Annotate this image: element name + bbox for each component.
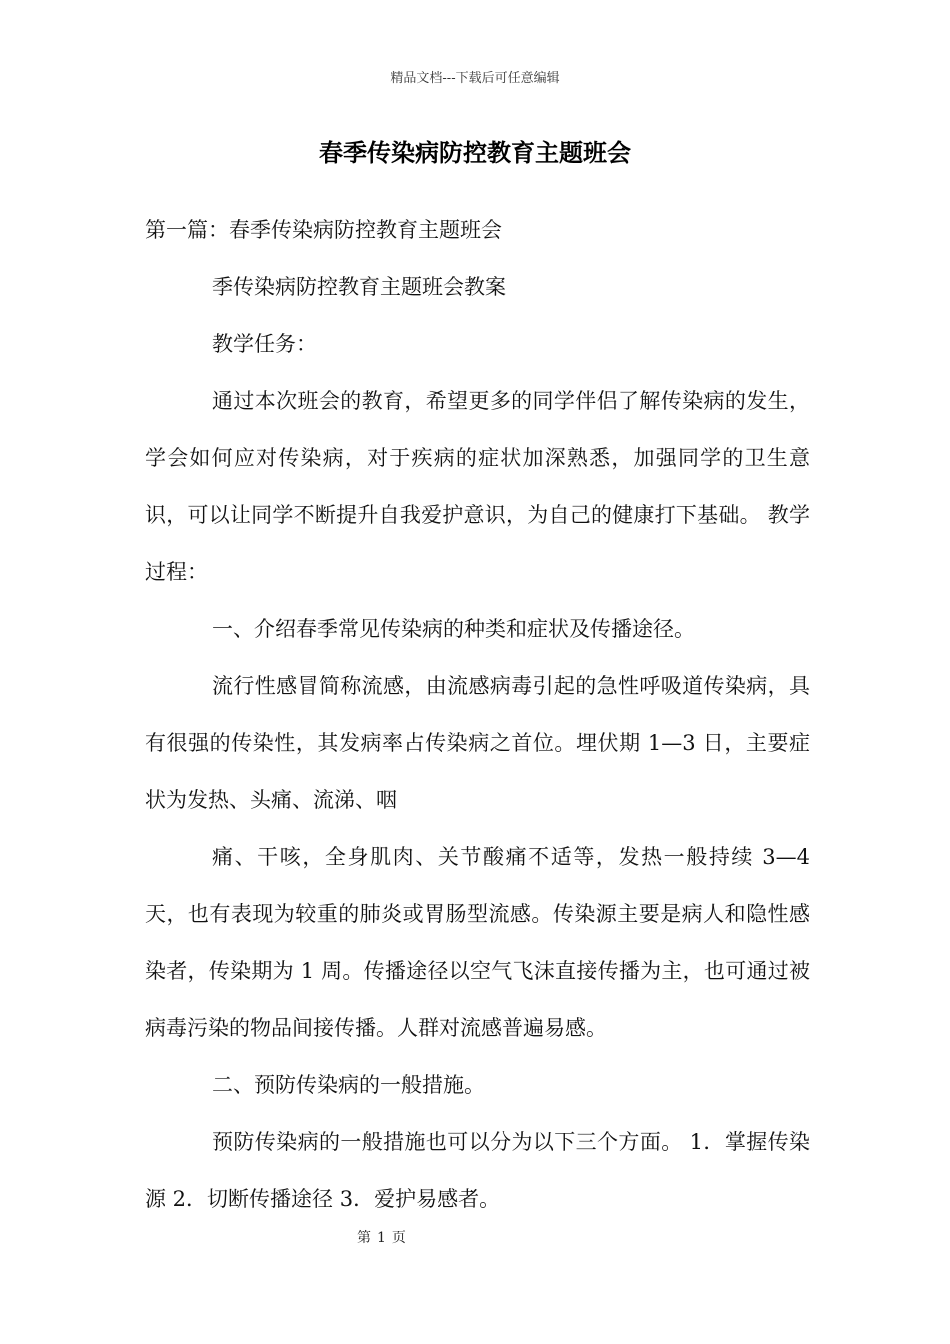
page-footer: [357, 1227, 406, 1247]
paragraph-part-two-heading: 二、预防传染病的一般措施。: [212, 1073, 485, 1097]
document-body: [145, 202, 810, 1228]
paragraph-teaching-task: 通过本次班会的教育，希望更多的同学伴侣了解传染病的发生，学会如何应对传染病，对于疾病的症状加深熟悉，加强同学的卫生意识，可以让同学不断提升自我爱护意识，为自己的健康打下基础。 教学过程：: [145, 389, 810, 584]
paragraph-lesson-plan-title: 季传染病防控教育主题班会教案: [212, 275, 506, 299]
header-note: 精品文档---下载后可任意编辑: [390, 71, 560, 86]
footer-page-number: 1: [377, 1230, 386, 1246]
paragraph-part-one-heading: 一、介绍春季常见传染病的种类和症状及传播途径。: [212, 617, 695, 641]
footer-prefix: 第: [357, 1230, 371, 1246]
paragraph-section-heading: 第一篇：春季传染病防控教育主题班会: [145, 218, 502, 242]
paragraph-prevention-measures: 预防传染病的一般措施也可以分为以下三个方面。 1．掌握传染源 2．切断传播途径 3．爱护易感者。: [145, 1130, 810, 1211]
paragraph-teaching-task-label: 教学任务：: [212, 332, 317, 356]
paragraph-influenza-intro: 流行性感冒简称流感，由流感病毒引起的急性呼吸道传染病，具有很强的传染性，其发病率占传染病之首位。埋伏期 1—3 日，主要症状为发热、头痛、流涕、咽: [145, 674, 810, 812]
footer-suffix: 页: [391, 1230, 406, 1246]
paragraph-influenza-details: 痛、干咳，全身肌肉、关节酸痛不适等，发热一般持续 3—4 天，也有表现为较重的肺炎或胃肠型流感。传染源主要是病人和隐性感染者，传染期为 1 周。传播途径以空气飞沫直接传播为主，也可通过被病毒污染的物品间接传播。人群对流感普遍易感。: [145, 845, 810, 1040]
document-title: 春季传染病防控教育主题班会: [319, 138, 631, 167]
